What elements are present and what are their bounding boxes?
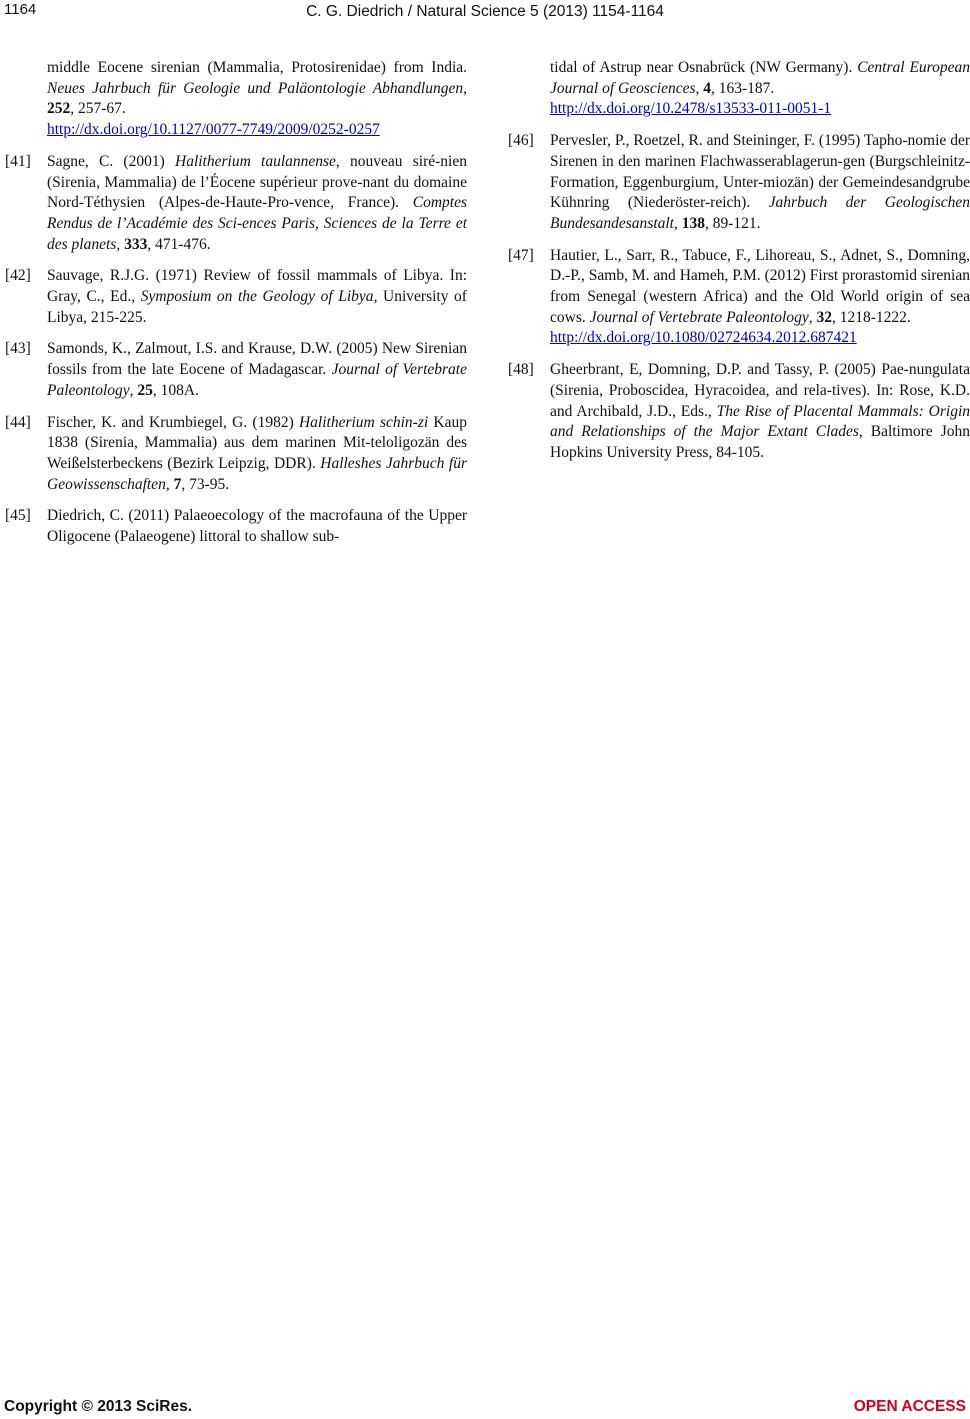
reference-number: [45]: [5, 507, 31, 525]
ref-text: tidal of Astrup near Osnabrück (NW Germany).: [550, 59, 858, 76]
reference-44: [44] Fischer, K. and Krumbiegel, G. (1982) Halitherium schin-zi Kaup 1838 (Sirenia, Mammalia) aus dem marinen Mit-teloligozän des Weißelsterbeckens (Bezirk Leipzig, DDR). Halleshes Jahrbuch für Geowissenschaften, 7, 73-95.: [5, 413, 467, 493]
journal-title: Jahrbuch der Geologischen Bundesandesanstalt: [550, 194, 970, 232]
ref-text: Samonds, K., Zalmout, I.S. and Krause, D.W. (2005) New Sirenian fossils from the late Eocene of Madagascar.: [47, 340, 467, 379]
doi-link[interactable]: http://dx.doi.org/10.2478/s13533-011-0051-1: [550, 100, 832, 118]
ref-text: Gheerbrant, E, Domning, D.P. and Tassy, P. (2005) Pae-nungulata (Sirenia, Proboscidea, Hyracoidea, and rela-tives). In: Rose, K.D. and Archibald, J.D., Eds.,: [550, 361, 970, 420]
volume: 138: [681, 214, 705, 232]
reference-number: [42]: [5, 267, 31, 285]
reference-43: [43] Samonds, K., Zalmout, I.S. and Krause, D.W. (2005) New Sirenian fossils from the late Eocene of Madagascar. Journal of Vertebrate Paleontology, 25, 108A.: [5, 340, 467, 399]
page-number: 1164: [4, 1, 37, 18]
ref-text: Sauvage, R.J.G. (1971) Review of fossil mammals of Libya. In: Gray, C., Ed.,: [47, 267, 467, 306]
volume: 7: [173, 475, 182, 493]
volume: 25: [137, 381, 153, 399]
running-head: C. G. Diedrich / Natural Science 5 (2013) 1154-1164: [306, 3, 664, 20]
volume: 252: [47, 100, 71, 118]
reference-48: [48] Gheerbrant, E, Domning, D.P. and Tassy, P. (2005) Pae-nungulata (Sirenia, Proboscidea, Hyracoidea, and rela-tives). In: Rose, K.D. and Archibald, J.D., Eds., The Rise of Placental Mammals: Origin and Relationships of the Major Extant Clades, Baltimore John Hopkins University Press, 84-105.: [508, 361, 970, 461]
reference-number: [47]: [508, 246, 534, 264]
reference-continuation-45: tidal of Astrup near Osnabrück (NW Germany). Central European Journal of Geosciences, 4, 163-187. http://dx.doi.org/10.2478/s13533-011-0051-1: [550, 59, 970, 118]
reference-41: [41] Sagne, C. (2001) Halitherium taulannense, nouveau siré-nien (Sirenia, Mammalia) de l’Éocene supérieur prove-nant du domaine Nord-Téthysien (Alpes-de-Haute-Pro-vence, France). Comptes Rendus de l’Académie des Sci-ences Paris, Sciences de la Terre et des planets, 333, 471-476.: [5, 152, 468, 253]
ref-text: middle Eocene sirenian (Mammalia, Protosirenidae) from India.: [47, 59, 467, 76]
volume: 4: [703, 79, 711, 97]
doi-link[interactable]: http://dx.doi.org/10.1127/0077-7749/2009/0252-0257: [47, 121, 380, 139]
journal-section: Sciences de la Terre et des planets: [47, 214, 468, 253]
volume: 333: [124, 235, 148, 253]
species-name: Halitherium schin-zi: [298, 413, 429, 431]
volume: 32: [816, 308, 832, 326]
ref-text: Sagne, C. (2001): [47, 152, 175, 170]
reference-47: [47] Hautier, L., Sarr, R., Tabuce, F., Lihoreau, S., Adnet, S., Domning, D.-P., Samb, M. and Hameh, P.M. (2012) First prorastomid sirenian from Senegal (western Africa) and the Old World origin of sea cows. Journal of Vertebrate Paleontology, 32, 1218-1222. http://dx.doi.org/10.1080/02724634.2012.687421: [508, 246, 970, 347]
reference-number: [48]: [508, 361, 534, 379]
open-access-label: OPEN ACCESS: [853, 1398, 966, 1415]
journal-title: Journal of Vertebrate Paleontology: [589, 308, 809, 326]
ref-text: Diedrich, C. (2011) Palaeoecology of the macrofauna of the Upper Oligocene (Palaeogene) littoral to shallow sub-: [47, 507, 467, 546]
book-title: Symposium on the Geology of Libya: [140, 288, 374, 306]
species-name: Halitherium taulannense: [175, 152, 336, 170]
reference-number: [41]: [5, 152, 31, 170]
journal-title: Comptes Rendus de l’Académie des Sci-ences Paris: [47, 194, 467, 232]
reference-continuation-40: middle Eocene sirenian (Mammalia, Protosirenidae) from India. Neues Jahrbuch für Geologie und Paläontologie Abhandlungen, 252, 257-67. http://dx.doi.org/10.1127/0077-7749/2009/0252-0257: [47, 59, 467, 139]
journal-title: Halleshes Jahrbuch für Geowissenschaften: [47, 454, 467, 493]
doi-link[interactable]: http://dx.doi.org/10.1080/02724634.2012.687421: [550, 329, 857, 347]
ref-text: Pervesler, P., Roetzel, R. and Steininger, F. (1995) Tapho-nomie der Sirenen in den marinen Flachwasserablagerun-gen (Burgschleinitz-Formation, Eggenburgium, Unter-miozän) der Gemeindesandgrube Kühnring (Niederöster-reich).: [550, 132, 970, 212]
reference-number: [46]: [508, 132, 534, 150]
journal-title: Neues Jahrbuch für Geologie und Paläontologie Abhandlungen: [47, 79, 464, 97]
copyright-notice: Copyright © 2013 SciRes.: [4, 1398, 193, 1415]
journal-title: Journal of Vertebrate Paleontology: [47, 361, 467, 399]
ref-text: Fischer, K. and Krumbiegel, G. (1982): [47, 413, 299, 431]
reference-45: [5, 506, 467, 547]
journal-title: Central European Journal of Geosciences: [550, 59, 970, 97]
reference-number: [43]: [5, 340, 31, 358]
book-title: The Rise of Placental Mammals: Origin and Relationships of the Major Extant Clades: [550, 402, 970, 441]
reference-46: [46] Pervesler, P., Roetzel, R. and Steininger, F. (1995) Tapho-nomie der Sirenen in den marinen Flachwasserablagerun-gen (Burgschleinitz-Formation, Eggenburgium, Unter-miozän) der Gemeindesandgrube Kühnring (Niederöster-reich). Jahrbuch der Geologischen Bundesandesanstalt, 138, 89-121.: [508, 132, 970, 232]
reference-number: [44]: [5, 413, 31, 431]
ref-text: Hautier, L., Sarr, R., Tabuce, F., Lihoreau, S., Adnet, S., Domning, D.-P., Samb, M. and Hameh, P.M. (2012) First prorastomid sirenian from Senegal (western Africa) and the Old World origin of sea cows.: [550, 246, 970, 326]
reference-42: [42] Sauvage, R.J.G. (1971) Review of fossil mammals of Libya. In: Gray, C., Ed., Symposium on the Geology of Libya, University of Libya, 215-225.: [5, 267, 467, 326]
left-column: [5, 58, 468, 559]
right-column: [508, 58, 970, 475]
